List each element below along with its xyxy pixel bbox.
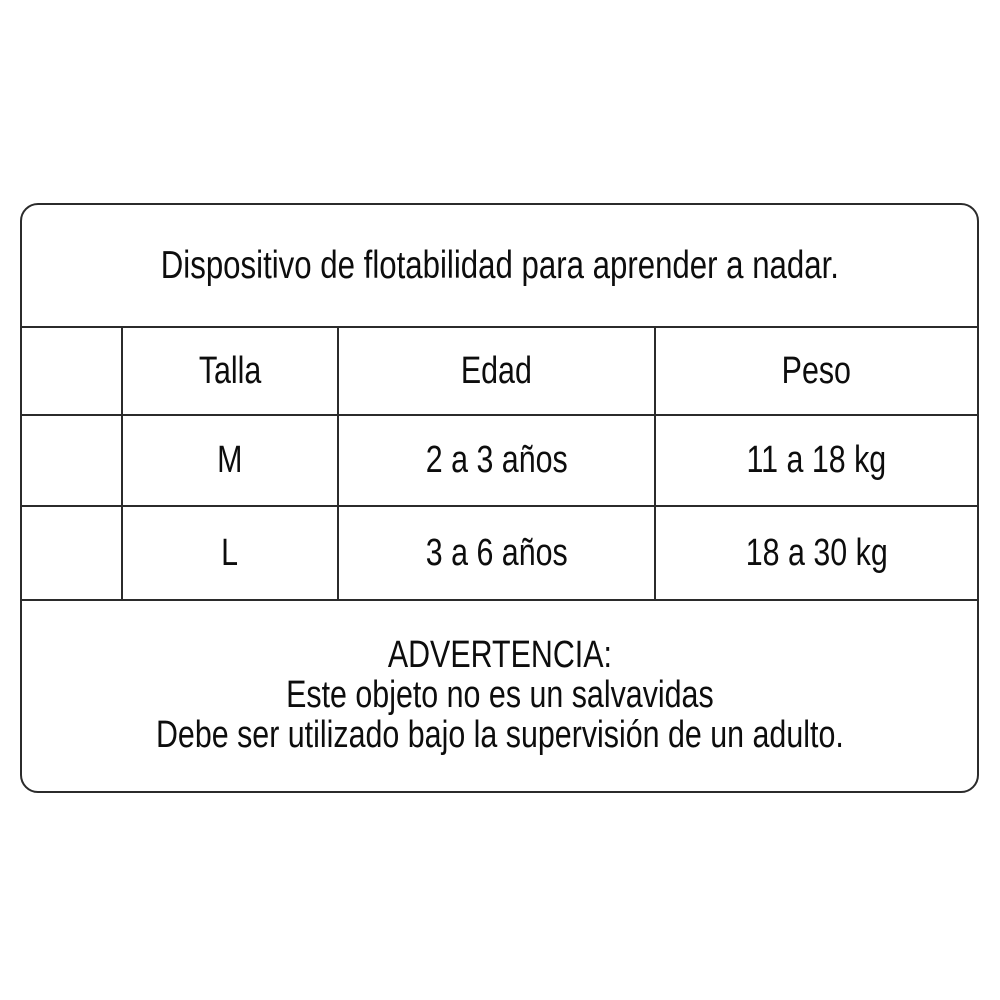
warning-heading: ADVERTENCIA: bbox=[387, 634, 612, 677]
table-row-l-age-cell bbox=[339, 507, 656, 599]
warning-text-block bbox=[156, 636, 844, 756]
table-row-l-weight-cell bbox=[656, 507, 977, 599]
product-label bbox=[20, 203, 979, 793]
row-l-size-value: L bbox=[221, 531, 239, 574]
table-row-m-empty-cell bbox=[22, 416, 123, 507]
table-row-l-size-cell bbox=[123, 507, 339, 599]
header-cell-talla bbox=[123, 328, 339, 416]
table-row-m-weight-cell bbox=[656, 416, 977, 507]
header-cell-empty bbox=[22, 328, 123, 416]
header-cell-peso bbox=[656, 328, 977, 416]
row-l-weight-value: 18 a 30 kg bbox=[745, 531, 888, 574]
table-row-l-empty-cell bbox=[22, 507, 123, 599]
header-edad-label: Edad bbox=[461, 349, 532, 392]
warning-line-1: Este objeto no es un salvavidas bbox=[285, 674, 714, 717]
warning-section bbox=[22, 601, 977, 791]
header-peso-label: Peso bbox=[781, 349, 852, 392]
product-title: Dispositivo de flotabilidad para aprender a nadar. bbox=[160, 243, 839, 287]
header-cell-edad bbox=[339, 328, 656, 416]
row-l-age-value: 3 a 6 años bbox=[425, 531, 568, 574]
warning-line-2: Debe ser utilizado bajo la supervisión de un adulto. bbox=[155, 713, 844, 756]
row-m-age-value: 2 a 3 años bbox=[425, 439, 568, 481]
row-m-size-value: M bbox=[217, 439, 243, 481]
row-m-weight-value: 11 a 18 kg bbox=[746, 439, 887, 481]
table-row-m-age-cell bbox=[339, 416, 656, 507]
title-section bbox=[22, 205, 977, 326]
table-row-m-size-cell bbox=[123, 416, 339, 507]
size-table bbox=[22, 326, 977, 601]
header-talla-label: Talla bbox=[198, 349, 262, 392]
